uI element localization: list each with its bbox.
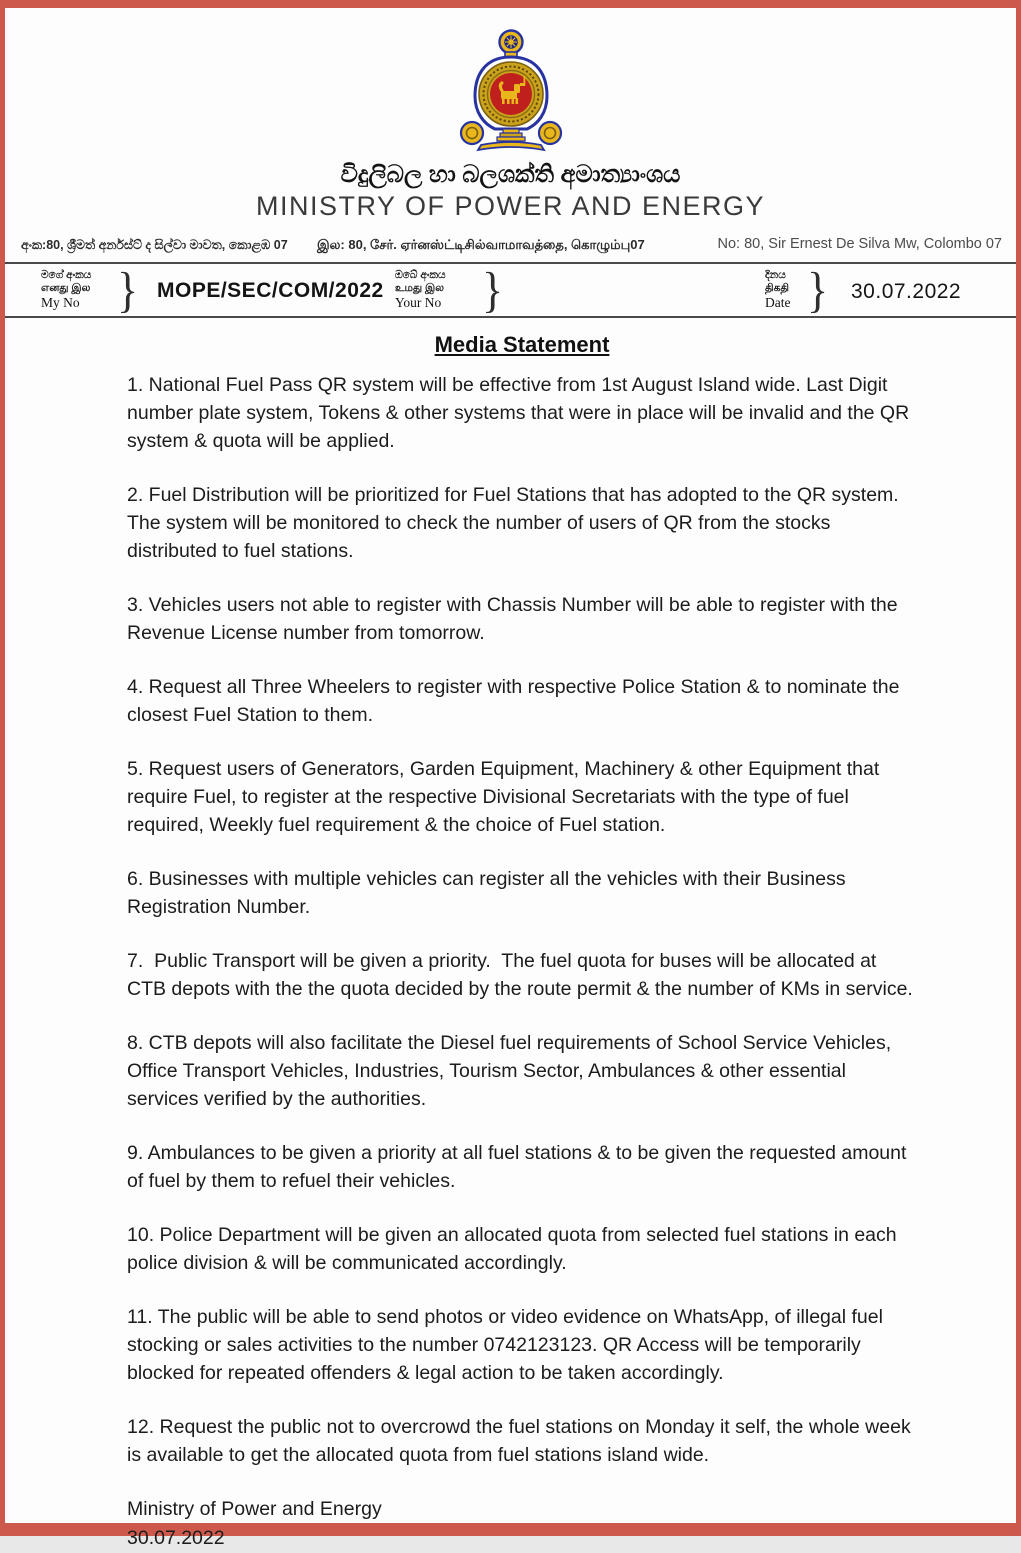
my-no-label-tamil: எனது இல [41, 281, 91, 294]
address-row [5, 234, 1016, 262]
address-sinhala: අංක:80, ශ්‍රීමත් අර්නස්ට් ද සිල්වා මාවත, කොළඹ 07 [21, 238, 288, 252]
your-no-label-english: Your No [395, 294, 442, 310]
statement-point-8: 8. CTB depots will also facilitate the Diesel fuel requirements of School Service Vehicles, Office Transport Vehicles, Industries, Tourism Sector, Ambulances & other essential services verified by the authorities. [127, 1032, 897, 1110]
address-tamil: இல: 80, சேர். ஏர்னஸ்ட்டிசில்வாமாவத்தை, கொழும்பு07 [317, 237, 645, 252]
ministry-title-sinhala: විදුලිබල හා බලශක්ති අමාත්‍යාංශය [340, 161, 681, 188]
statement-point-10: 10. Police Department will be given an allocated quota from selected fuel stations in each police division & will be communicated accordingly. [127, 1224, 903, 1274]
your-no-label-sinhala: ඔබේ අංකය [395, 269, 446, 281]
statement-point-9: 9. Ambulances to be given a priority at all fuel stations & to be given the requested amount of fuel by them to refuel their vehicles. [127, 1142, 912, 1192]
statement-point-6: 6. Businesses with multiple vehicles can register all the vehicles with their Business Registration Number. [127, 868, 851, 918]
statement-point-4: 4. Request all Three Wheelers to register with respective Police Station & to nominate the closest Fuel Station to them. [127, 676, 905, 726]
reference-row [5, 262, 1016, 318]
letterhead [5, 8, 1016, 222]
ministry-title-english: MINISTRY OF POWER AND ENERGY [255, 191, 766, 221]
my-no-label-sinhala: මගේ අංකය [41, 269, 92, 281]
statement-point-5: 5. Request users of Generators, Garden Equipment, Machinery & other Equipment that require Fuel, to register at the respective Divisional Secretariats with the type of fuel required, Weekly fuel requirement & the choice of Fuel station. [127, 758, 885, 836]
your-no-label-tamil: உமது இல [395, 281, 444, 294]
address-english: No: 80, Sir Ernest De Silva Mw, Colombo 07 [717, 236, 1002, 252]
signoff-ministry: Ministry of Power and Energy [127, 1498, 382, 1520]
statement-point-2: 2. Fuel Distribution will be prioritized for Fuel Stations that has adopted to the QR system. The system will be monitored to check the number of users of QR from the stocks distributed to fuel stations. [127, 484, 904, 562]
date-label-sinhala: දිනය [765, 269, 786, 281]
date-bracket: } [807, 262, 829, 318]
date-label-english: Date [765, 294, 791, 310]
my-no-label [41, 269, 91, 311]
statement-point-11: 11. The public will be able to send photos or video evidence on WhatsApp, of illegal fuel stocking or sales activities to the number 0742123123. QR Access will be temporarily blocked for repeated offenders & legal action to be taken accordingly. [127, 1306, 889, 1384]
your-no-bracket: } [482, 262, 504, 318]
statement-point-7: 7. Public Transport will be given a priority. The fuel quota for buses will be allocated at CTB depots with the the quota decided by the route permit & the number of KMs in service. [127, 950, 913, 1000]
my-no-label-english: My No [41, 294, 80, 310]
statement-point-12: 12. Request the public not to overcrowd the fuel stations on Monday it self, the whole week is available to get the allocated quota from fuel stations island wide. [127, 1416, 917, 1466]
signoff [127, 1495, 919, 1553]
my-no-bracket: } [117, 262, 139, 318]
your-no-label [395, 269, 446, 311]
date-value: 30.07.2022 [851, 280, 962, 303]
statement-body [5, 318, 919, 1553]
statement-point-1: 1. National Fuel Pass QR system will be effective from 1st August Island wide. Last Digit number plate system, Tokens & other systems that were in place will be invalid and the QR system & quota will be applied. [127, 374, 915, 452]
date-label [765, 269, 790, 311]
statement-point-3: 3. Vehicles users not able to register with Chassis Number will be able to register with the Revenue License number from tomorrow. [127, 594, 904, 644]
my-no-value: MOPE/SEC/COM/2022 [157, 279, 384, 302]
statement-title: Media Statement [434, 332, 610, 357]
signoff-date: 30.07.2022 [127, 1527, 225, 1549]
sri-lanka-national-emblem-icon [5, 28, 1016, 157]
date-label-tamil: திகதி [765, 281, 789, 294]
